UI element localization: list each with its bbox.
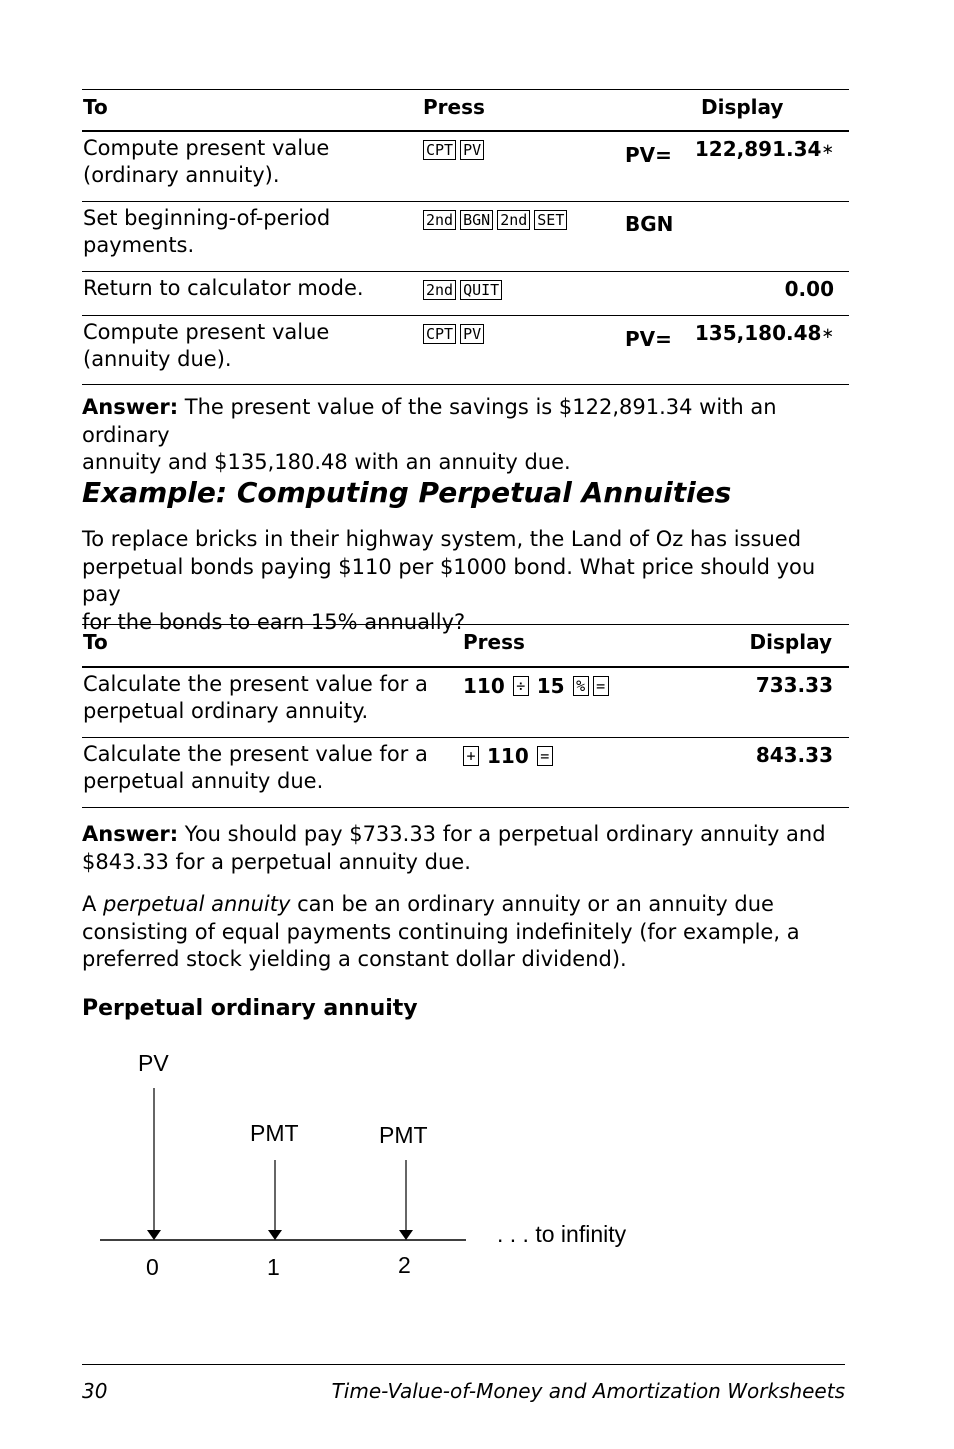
display-star: ∗	[821, 140, 834, 158]
pv-arrowhead	[147, 1230, 161, 1240]
to-text: Compute present value	[83, 320, 330, 344]
table1-header-press: Press	[423, 95, 485, 119]
display-label: BGN	[625, 212, 674, 236]
pv-key: PV	[460, 324, 484, 344]
to-text: perpetual ordinary annuity.	[83, 699, 369, 723]
key-sequence	[423, 140, 484, 160]
key-sequence	[423, 210, 567, 230]
display-label: PV=	[625, 143, 672, 167]
definition-text: A	[82, 892, 104, 916]
table2-header-to: To	[83, 630, 108, 654]
table1-top-rule	[82, 89, 849, 90]
table-row	[83, 319, 329, 373]
table2-header-press: Press	[463, 630, 525, 654]
display-value: 843.33	[755, 743, 833, 767]
plus-key: +	[463, 746, 479, 766]
key-sequence	[423, 280, 502, 300]
to-text: (ordinary annuity).	[83, 163, 280, 187]
second-key: 2nd	[423, 280, 456, 300]
table-row	[83, 205, 330, 259]
key-sequence	[423, 324, 484, 344]
answer-paragraph	[82, 821, 852, 876]
infinity-label: . . . to infinity	[497, 1221, 627, 1247]
table-row	[83, 741, 428, 795]
to-text: Calculate the present value for a	[83, 672, 428, 696]
number-entry: 110	[463, 674, 505, 698]
definition-text: consisting of equal payments continuing indefinitely (for example, a	[82, 919, 800, 944]
to-text: (annuity due).	[83, 347, 232, 371]
row-divider	[82, 315, 849, 316]
table1-header-display: Display	[701, 95, 784, 119]
to-text: payments.	[83, 233, 195, 257]
footer-rule	[82, 1364, 845, 1365]
tick-label-1: 1	[267, 1254, 280, 1280]
row-divider	[82, 737, 849, 738]
table-row	[83, 275, 364, 302]
cpt-key: CPT	[423, 140, 456, 160]
perpetual-annuity-diagram	[0, 1040, 700, 1290]
display-value	[690, 137, 834, 161]
table1-header-to: To	[83, 95, 108, 119]
display-star: ∗	[821, 324, 834, 342]
definition-paragraph	[82, 891, 852, 974]
row-divider	[82, 201, 849, 202]
pmt-label-1: PMT	[250, 1120, 299, 1146]
cpt-key: CPT	[423, 324, 456, 344]
pv-label: PV	[138, 1050, 169, 1076]
intro-text: for the bonds to earn 15% annually?	[82, 609, 466, 634]
display-value: 733.33	[755, 673, 833, 697]
answer-paragraph	[82, 394, 852, 477]
pv-key: PV	[460, 140, 484, 160]
answer-label: Answer:	[82, 822, 179, 846]
equals-key: =	[593, 676, 609, 696]
equals-key: =	[537, 746, 553, 766]
display-number: 135,180.48	[694, 321, 822, 345]
key-sequence	[463, 674, 609, 698]
answer-label: Answer:	[82, 395, 179, 419]
table2-header-display: Display	[749, 630, 832, 654]
table1-bottom-rule	[82, 384, 849, 385]
divide-key: ÷	[513, 676, 529, 696]
display-number: 122,891.34	[694, 137, 822, 161]
table1-header-rule	[82, 130, 849, 132]
bgn-key: BGN	[460, 210, 493, 230]
table2-header-rule	[82, 666, 849, 668]
table-row	[83, 671, 428, 725]
table-row	[83, 135, 329, 189]
set-key: SET	[534, 210, 567, 230]
to-text: Calculate the present value for a	[83, 742, 428, 766]
subheading: Perpetual ordinary annuity	[82, 996, 418, 1021]
second-key: 2nd	[423, 210, 456, 230]
answer-text: You should pay $733.33 for a perpetual ordinary annuity and	[178, 822, 826, 846]
section-heading: Example: Computing Perpetual Annuities	[82, 476, 732, 509]
definition-text: can be an ordinary annuity or an annuity due	[290, 892, 774, 916]
second-key: 2nd	[497, 210, 530, 230]
display-value	[690, 321, 834, 345]
table2-bottom-rule	[82, 807, 849, 808]
to-text: Compute present value	[83, 136, 330, 160]
to-text: perpetual annuity due.	[83, 769, 324, 793]
table2-top-rule	[82, 624, 849, 625]
quit-key: QUIT	[460, 280, 502, 300]
display-value: 0.00	[784, 277, 834, 301]
pmt-label-2: PMT	[379, 1122, 428, 1148]
answer-text: annuity and $135,180.48 with an annuity due.	[82, 450, 571, 474]
intro-text: perpetual bonds paying $110 per $1000 bond. What price should you pay	[82, 554, 816, 606]
pmt2-arrowhead	[399, 1230, 413, 1240]
number-entry: 110	[487, 744, 529, 768]
to-text: Return to calculator mode.	[83, 276, 364, 300]
footer-title: Time-Value-of-Money and Amortization Worksheets	[331, 1379, 845, 1403]
row-divider	[82, 271, 849, 272]
tick-label-2: 2	[398, 1252, 411, 1278]
page-number: 30	[82, 1379, 108, 1403]
key-sequence	[463, 744, 553, 768]
to-text: Set beginning-of-period	[83, 206, 331, 230]
pmt1-arrowhead	[268, 1230, 282, 1240]
answer-text: The present value of the savings is $122,891.34 with an ordinary	[82, 395, 777, 447]
tick-label-0: 0	[146, 1254, 159, 1280]
display-label: PV=	[625, 327, 672, 351]
definition-term: perpetual annuity	[103, 892, 291, 916]
number-entry: 15	[536, 674, 565, 698]
percent-key: %	[573, 676, 589, 696]
definition-text: preferred stock yielding a constant dollar dividend).	[82, 947, 627, 971]
intro-paragraph	[82, 526, 852, 636]
intro-text: To replace bricks in their highway system, the Land of Oz has issued	[82, 527, 802, 551]
answer-text: $843.33 for a perpetual annuity due.	[82, 849, 471, 874]
